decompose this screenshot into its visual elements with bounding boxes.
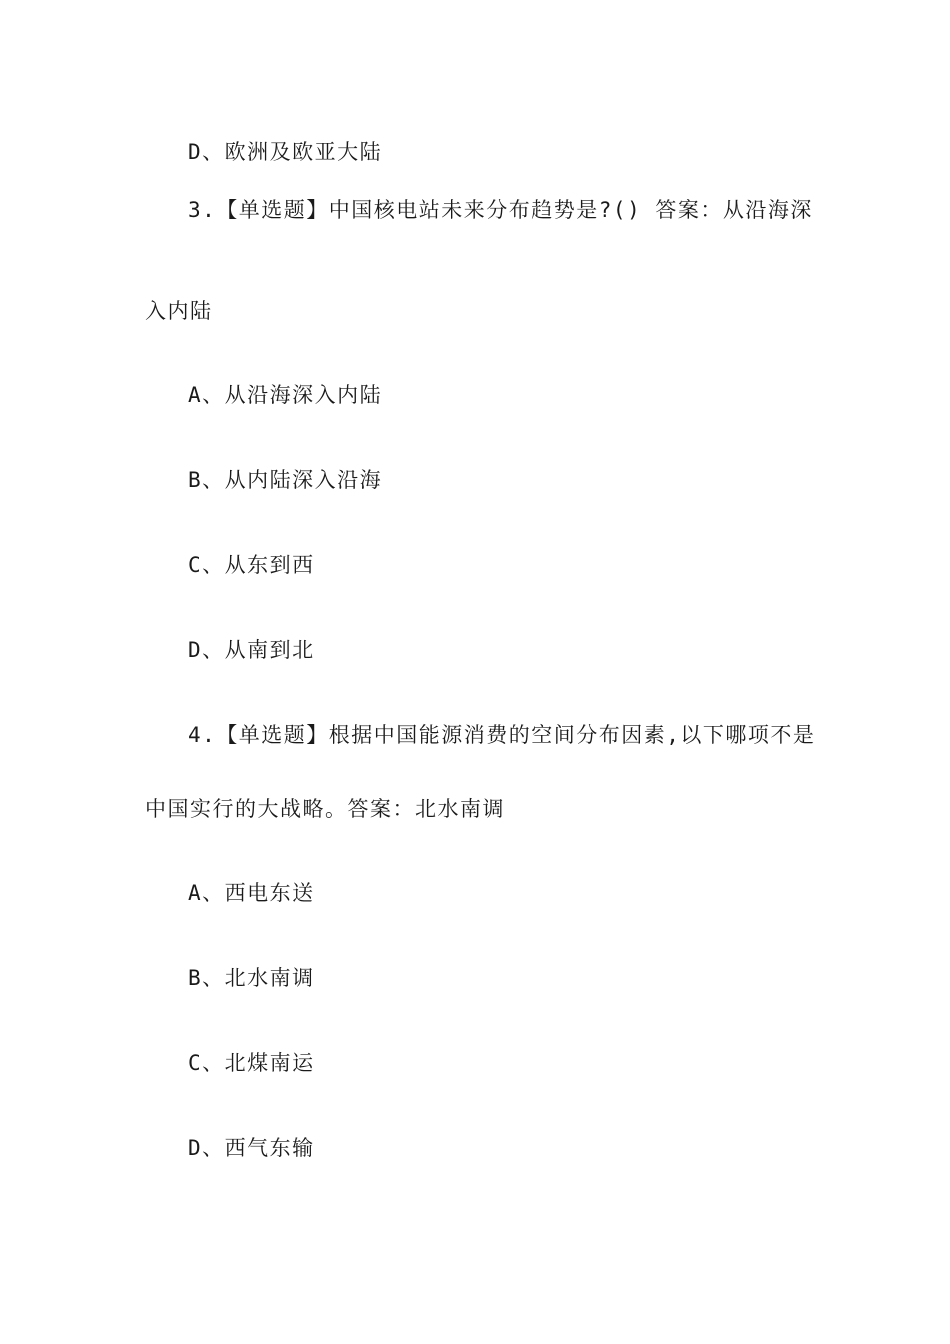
question-4-option-b: B、北水南调 — [188, 966, 315, 990]
question-4-text-line-2: 中国实行的大战略。答案：北水南调 — [145, 797, 505, 821]
question-4-text-line-1: 4.【单选题】根据中国能源消费的空间分布因素,以下哪项不是 — [188, 723, 816, 747]
prev-question-option-d: D、欧洲及欧亚大陆 — [188, 140, 383, 164]
question-4-option-a: A、西电东送 — [188, 881, 315, 905]
question-4-option-c: C、北煤南运 — [188, 1051, 315, 1075]
question-3-option-b: B、从内陆深入沿海 — [188, 468, 383, 492]
question-3-option-d: D、从南到北 — [188, 638, 315, 662]
question-3-option-a: A、从沿海深入内陆 — [188, 383, 383, 407]
question-4-option-d: D、西气东输 — [188, 1136, 315, 1160]
question-3-option-c: C、从东到西 — [188, 553, 315, 577]
question-3-text-line-1: 3.【单选题】中国核电站未来分布趋势是?() 答案：从沿海深 — [188, 198, 813, 222]
question-3-text-line-2: 入内陆 — [145, 299, 213, 323]
